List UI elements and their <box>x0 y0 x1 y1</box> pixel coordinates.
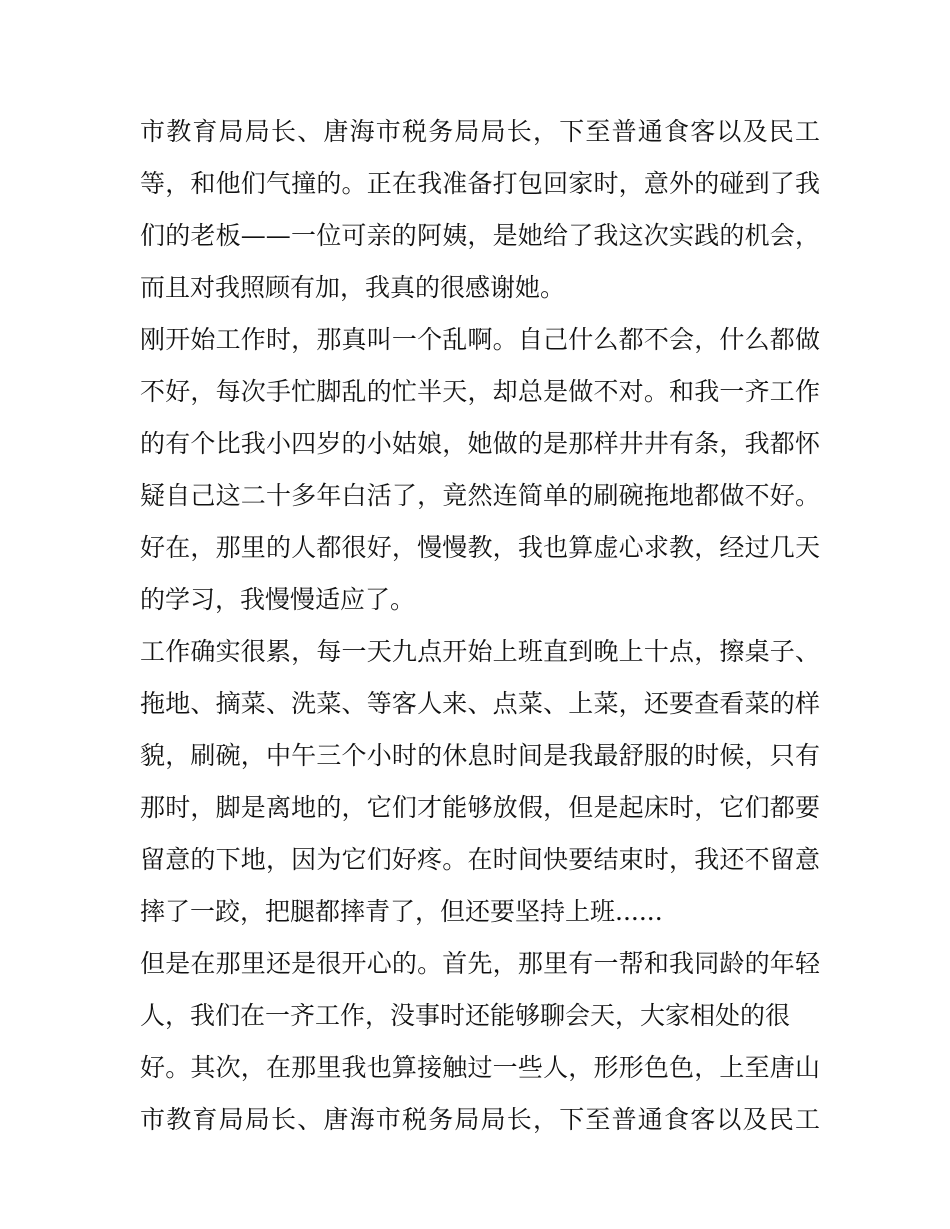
text-line: 等，和他们气撞的。正在我准备打包回家时，意外的碰到了我 <box>140 169 820 198</box>
text-line: 而且对我照顾有加，我真的很感谢她。 <box>140 273 566 302</box>
text-line: 市教育局局长、唐海市税务局局长，下至普通食客以及民工 <box>140 117 820 146</box>
text-line: 不好，每次手忙脚乱的忙半天，却总是做不对。和我一齐工作 <box>140 377 820 406</box>
text-line: 貌，刷碗，中午三个小时的休息时间是我最舒服的时候，只有 <box>140 741 820 770</box>
text-line: 们的老板——一位可亲的阿姨，是她给了我这次实践的机会， <box>140 221 820 250</box>
text-line: 人，我们在一齐工作，没事时还能够聊会天，大家相处的很 <box>140 1001 791 1030</box>
text-line: 留意的下地，因为它们好疼。在时间快要结束时，我还不留意 <box>140 845 820 874</box>
text-line: 工作确实很累，每一天九点开始上班直到晚上十点，擦桌子、 <box>140 637 820 666</box>
text-line: 拖地、摘菜、洗菜、等客人来、点菜、上菜，还要查看菜的样 <box>140 689 820 718</box>
document-body <box>140 106 820 1146</box>
text-line: 市教育局局长、唐海市税务局局长，下至普通食客以及民工 <box>140 1105 820 1134</box>
text-line: 好在，那里的人都很好，慢慢教，我也算虚心求教，经过几天 <box>140 533 820 562</box>
text-line: 摔了一跤，把腿都摔青了，但还要坚持上班...... <box>140 897 663 926</box>
text-line: 疑自己这二十多年白活了，竟然连简单的刷碗拖地都做不好。 <box>140 481 820 510</box>
text-line: 那时，脚是离地的，它们才能够放假，但是起床时，它们都要 <box>140 793 820 822</box>
text-line: 的学习，我慢慢适应了。 <box>140 585 416 614</box>
text-line: 但是在那里还是很开心的。首先，那里有一帮和我同龄的年轻 <box>140 949 820 978</box>
text-line: 的有个比我小四岁的小姑娘，她做的是那样井井有条，我都怀 <box>140 429 820 458</box>
text-line: 刚开始工作时，那真叫一个乱啊。自己什么都不会，什么都做 <box>140 325 820 354</box>
text-line: 好。其次，在那里我也算接触过一些人，形形色色，上至唐山 <box>140 1053 820 1082</box>
